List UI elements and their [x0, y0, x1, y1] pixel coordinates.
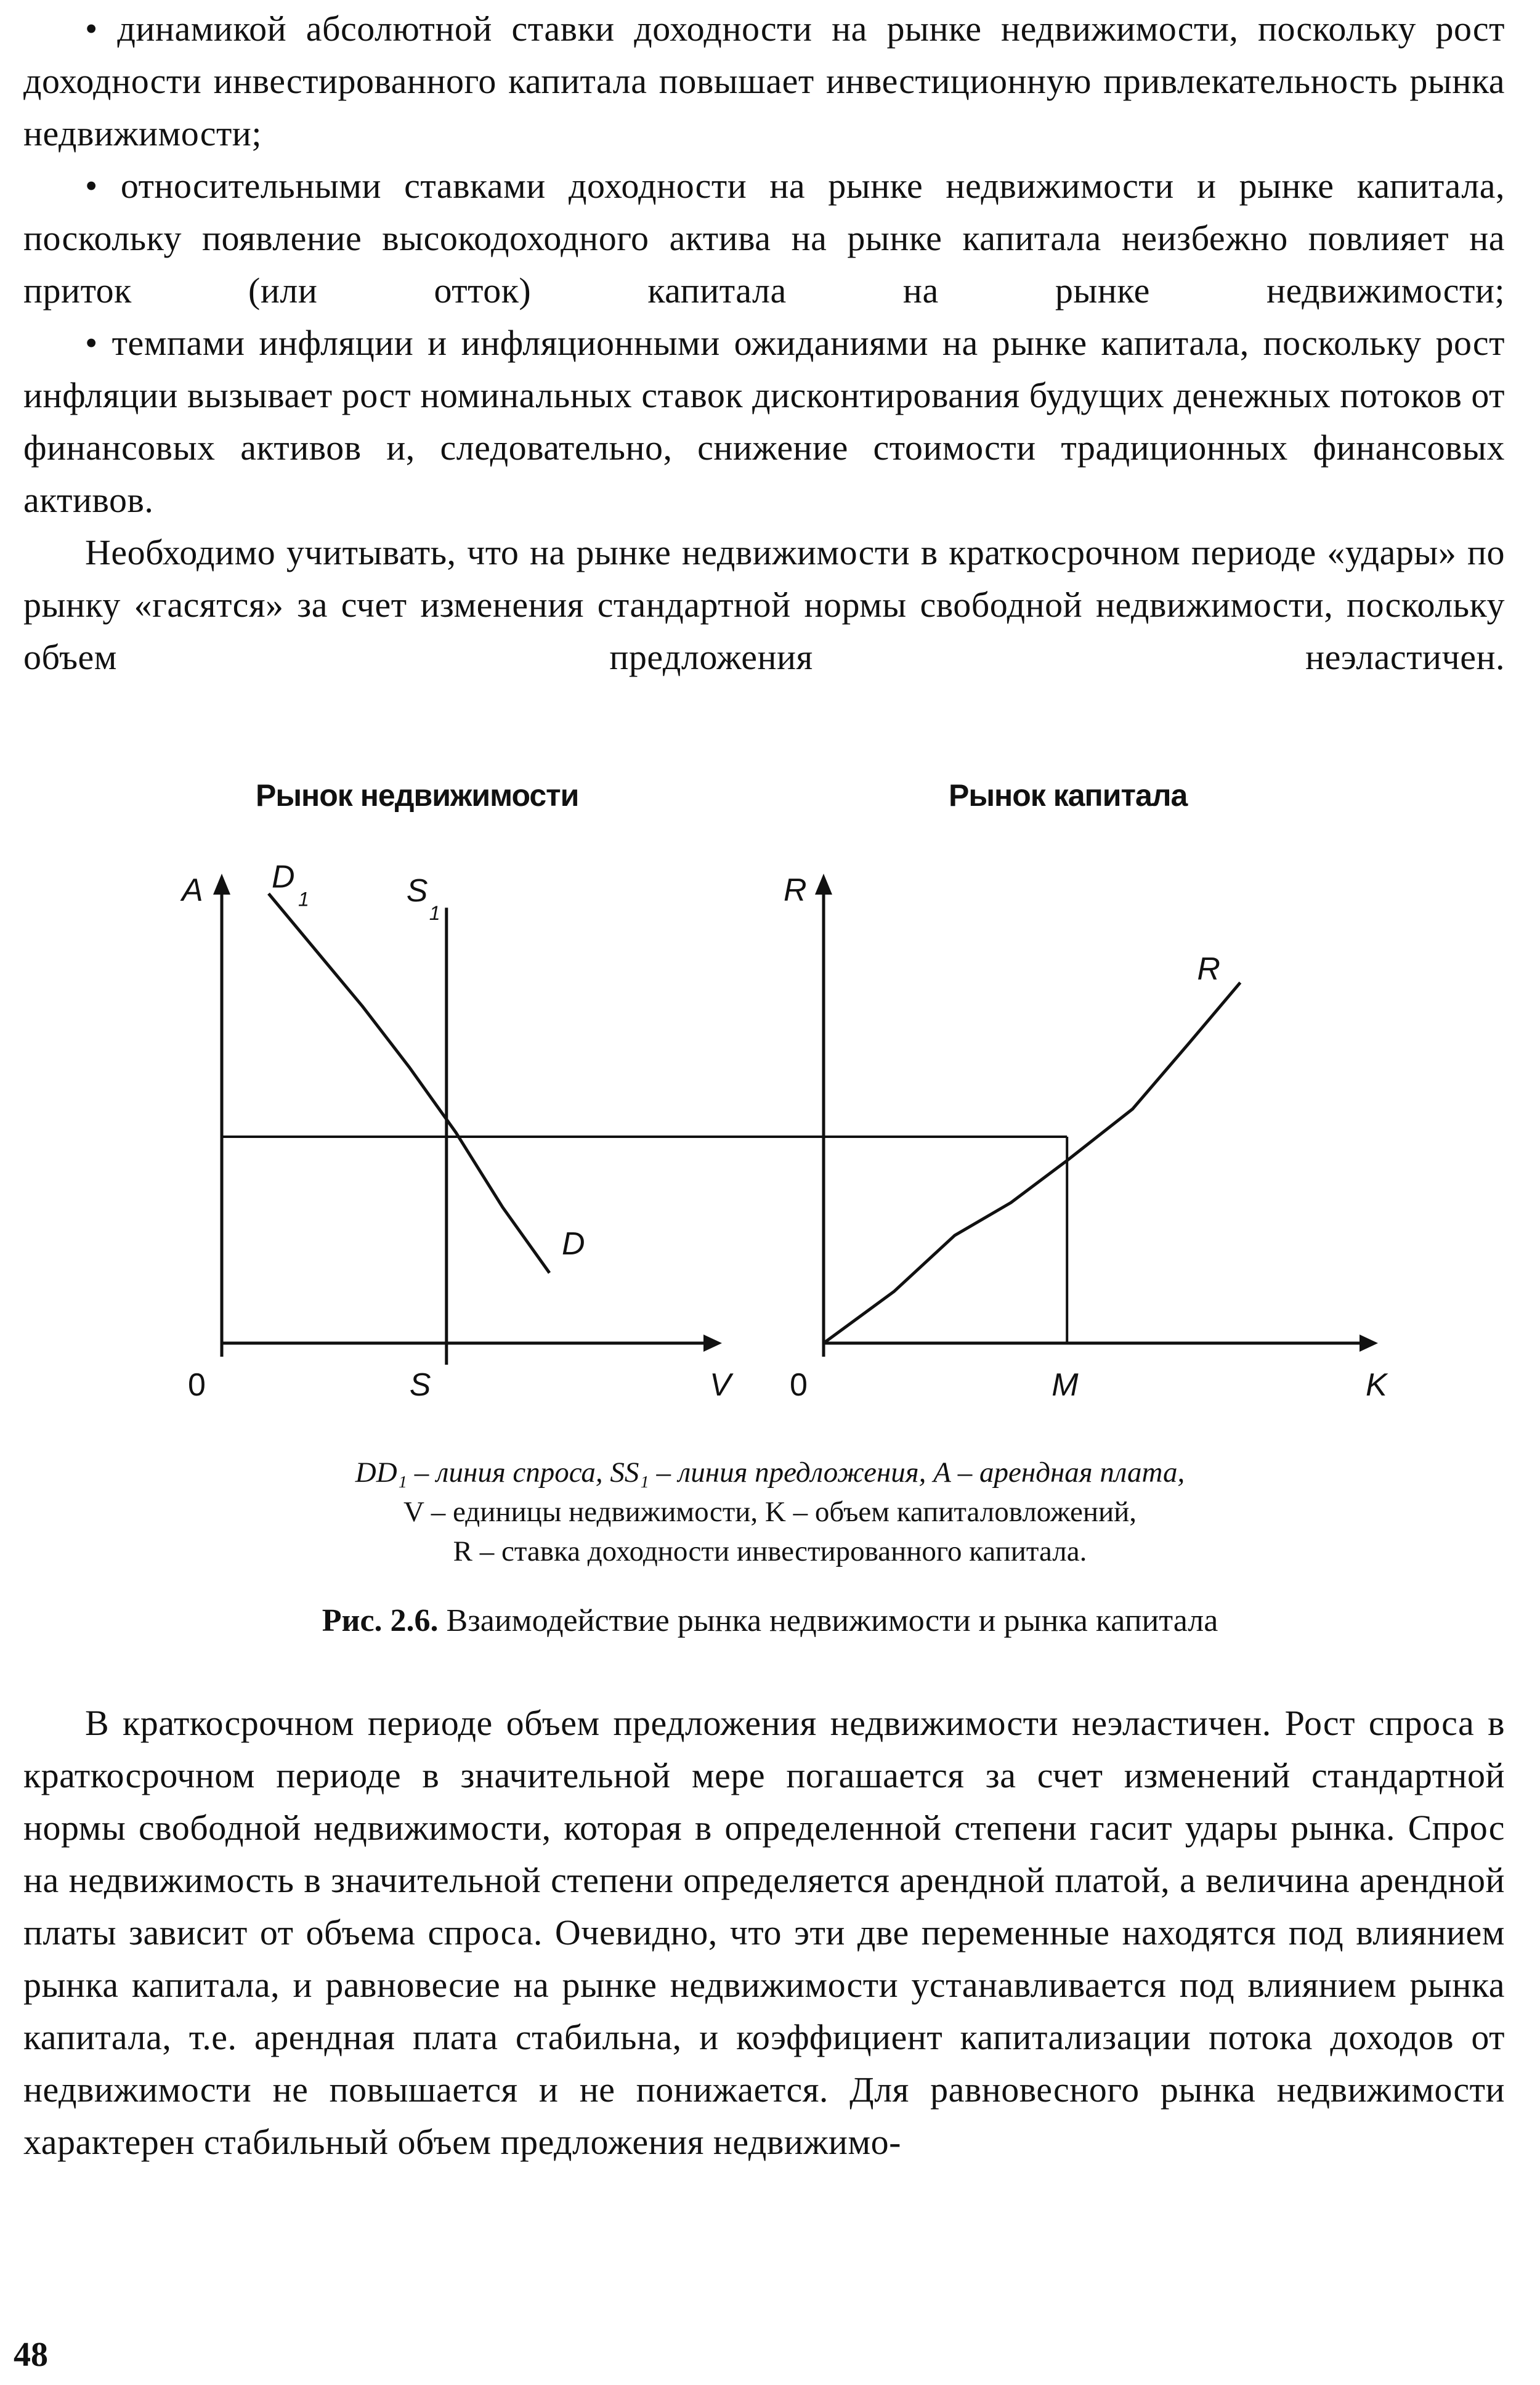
page-number: 48 — [14, 2336, 48, 2374]
legend-line-1: DD₁ – линия спроса, SS₁ – линия предложения, A – арендная плата, — [355, 1457, 1185, 1489]
demand-curve-label-start-sub: 1 — [298, 888, 309, 911]
legend-line-3: R – ставка доходности инвестированного капитала. — [453, 1535, 1087, 1567]
return-curve-label: R — [1197, 951, 1220, 987]
figure-caption-text: Взаимодействие рынка недвижимости и рынка капитала — [438, 1603, 1218, 1638]
panel-1-y-axis-label: A — [182, 872, 203, 908]
chart-title-capital: Рынок капитала — [949, 778, 1188, 813]
demand-curve-label-start: D — [272, 859, 295, 895]
panel-2-y-axis-arrow-icon — [815, 874, 832, 895]
panel-1-origin-label: 0 — [188, 1367, 206, 1403]
figure-legend — [0, 1453, 1540, 1571]
chart-title-real-estate: Рынок недвижимости — [256, 778, 579, 813]
bottom-paragraph: В краткосрочном периоде объем предложения недвижимости неэластичен. Рост спроса в краткосрочном периоде в значительной мере погашается за счет изменений стандартной нормы свободной недвижимости, которая в определенной степени гасит удары рынка. Спрос на недвижимость в значительной степени определяется арендной платой, а величина арендной платы зависит от объема спроса. Очевидно, что эти две переменные находятся под влиянием рынка капитала, и равновесие на рынке недвижимости устанавливается под влиянием рынка капитала, т.е. арендная плата стабильна, и коэффициент капитализации потока доходов от недвижимости не повышается и не понижается. Для равновесного рынка недвижимости характерен стабильный объем предложения недвижимо- — [23, 1703, 1505, 2162]
paragraph-note: Необходимо учитывать, что на рынке недвижимости в краткосрочном периоде «удары» по рынку «гасятся» за счет изменения стандартной нормы свободной недвижимости, поскольку объем предложения неэластичен. — [23, 532, 1505, 677]
panel-1-y-axis-arrow-icon — [213, 874, 230, 895]
supply-line-label-sub: 1 — [429, 902, 440, 925]
bullet-paragraph-2: • относительными ставками доходности на рынке недвижимости и рынке капитала, поскольку появление высокодоходного актива на рынке капитала неизбежно повлияет на приток (или отток) капитала на рынке недвижимости; — [23, 166, 1505, 311]
panel-2-origin-label: 0 — [790, 1367, 808, 1403]
bullet-paragraph-3: • темпами инфляции и инфляционными ожиданиями на рынке капитала, поскольку рост инфляции вызывает рост номинальных ставок дисконтирования будущих денежных потоков от финансовых активов и, следовательно, снижение стоимости традиционных финансовых активов. — [23, 323, 1505, 520]
x-tick-label-s: S — [409, 1367, 431, 1403]
panel-2-y-axis-label: R — [784, 872, 807, 908]
demand-curve-label-end: D — [562, 1226, 585, 1262]
bullet-paragraph-1: • динамикой абсолютной ставки доходности на рынке недвижимости, поскольку рост доходности инвестированного капитала повышает инвестиционную привлекательность рынка недвижимости; — [23, 9, 1505, 153]
panel-1-x-axis-arrow-icon — [703, 1335, 722, 1352]
panel-1-x-axis-label: V — [710, 1367, 731, 1403]
return-curve-r — [824, 983, 1240, 1343]
panel-2-x-axis-arrow-icon — [1360, 1335, 1378, 1352]
supply-line-label: S — [406, 873, 428, 909]
figure-number: Рис. 2.6. — [322, 1603, 439, 1638]
figure-caption — [0, 1599, 1540, 1643]
legend-line-2: V – единицы недвижимости, K – объем капиталовложений, — [403, 1496, 1137, 1528]
demand-curve-d1 — [269, 893, 549, 1273]
bottom-text-block — [23, 1697, 1505, 2168]
panel-2-x-axis-label: K — [1366, 1367, 1387, 1403]
x-tick-label-m: M — [1052, 1367, 1079, 1403]
